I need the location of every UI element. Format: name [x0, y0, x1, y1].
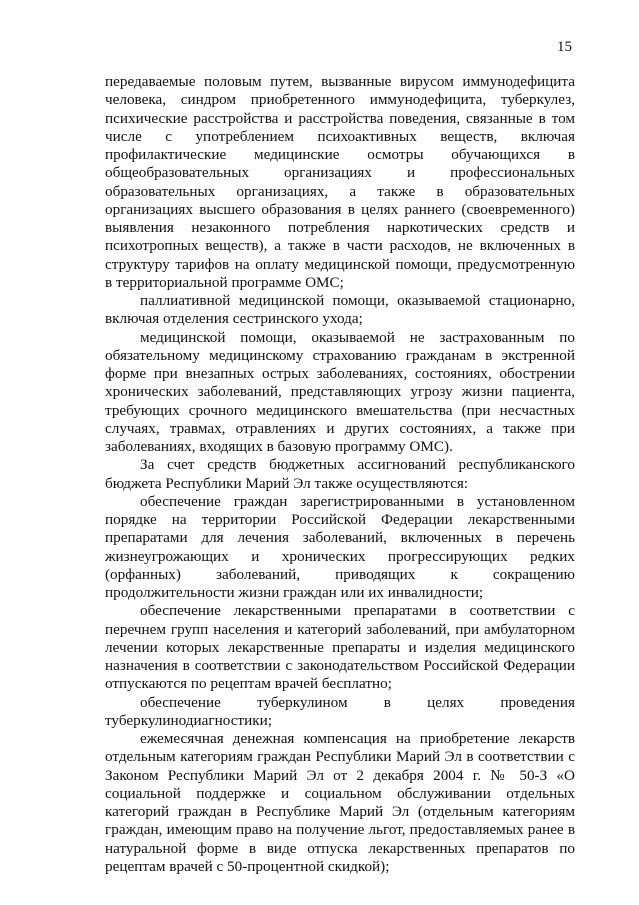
paragraph: медицинской помощи, оказываемой не застрахованным по обязательному медицинскому страхованию гражданам в экстренной форме при внезапных острых заболеваниях, состояниях, обострении хронических заболеваний, представляющих угрозу жизни пациента, требующих срочного медицинского вмешательства (при несчастных случаях, травмах, отравлениях и других состояниях, а также при заболеваниях, входящих в базовую программу ОМС). — [105, 328, 575, 455]
paragraph: паллиативной медицинской помощи, оказываемой стационарно, включая отделения сестринского ухода; — [105, 292, 575, 328]
page-number: 15 — [557, 39, 572, 55]
paragraph: За счет средств бюджетных ассигнований республиканского бюджета Республики Марий Эл также осуществляются: — [105, 456, 575, 492]
body-text — [105, 73, 575, 876]
paragraph: обеспечение граждан зарегистрированными в установленном порядке на территории Российской Федерации лекарственными препаратами для лечения заболеваний, включенных в перечень жизнеугрожающих и хронических прогрессирующих редких (орфанных) заболеваний, приводящих к сокращению продолжительности жизни граждан или их инвалидности; — [105, 492, 575, 601]
paragraph: обеспечение туберкулином в целях проведения туберкулинодиагностики; — [105, 693, 575, 729]
paragraph: передаваемые половым путем, вызванные вирусом иммунодефицита человека, синдром приобретенного иммунодефицита, туберкулез, психические расстройства и расстройства поведения, связанные в том числе с употреблением психоактивных веществ, включая профилактические медицинские осмотры обучающихся в общеобразовательных организациях и профессиональных образовательных организациях, а также в образовательных организациях высшего образования в целях раннего (своевременного) выявления незаконного потребления наркотических средств и психотропных веществ), а также в части расходов, не включенных в структуру тарифов на оплату медицинской помощи, предусмотренную в территориальной программе ОМС; — [105, 73, 575, 291]
paragraph: обеспечение лекарственными препаратами в соответствии с перечнем групп населения и категорий заболеваний, при амбулаторном лечении которых лекарственные препараты и изделия медицинского назначения в соответствии с законодательством Российской Федерации отпускаются по рецептам врачей бесплатно; — [105, 602, 575, 693]
paragraph: ежемесячная денежная компенсация на приобретение лекарств отдельным категориям граждан Республики Марий Эл в соответствии с Законом Республики Марий Эл от 2 декабря 2004 г. № 50-З «О социальной поддержке и социальном обслуживании отдельных категорий граждан в Республике Марий Эл (отдельным категориям граждан, имеющим право на получение льгот, предоставляемых ранее в натуральной форме в виде отпуска лекарственных препаратов по рецептам врачей с 50-процентной скидкой); — [105, 730, 575, 875]
